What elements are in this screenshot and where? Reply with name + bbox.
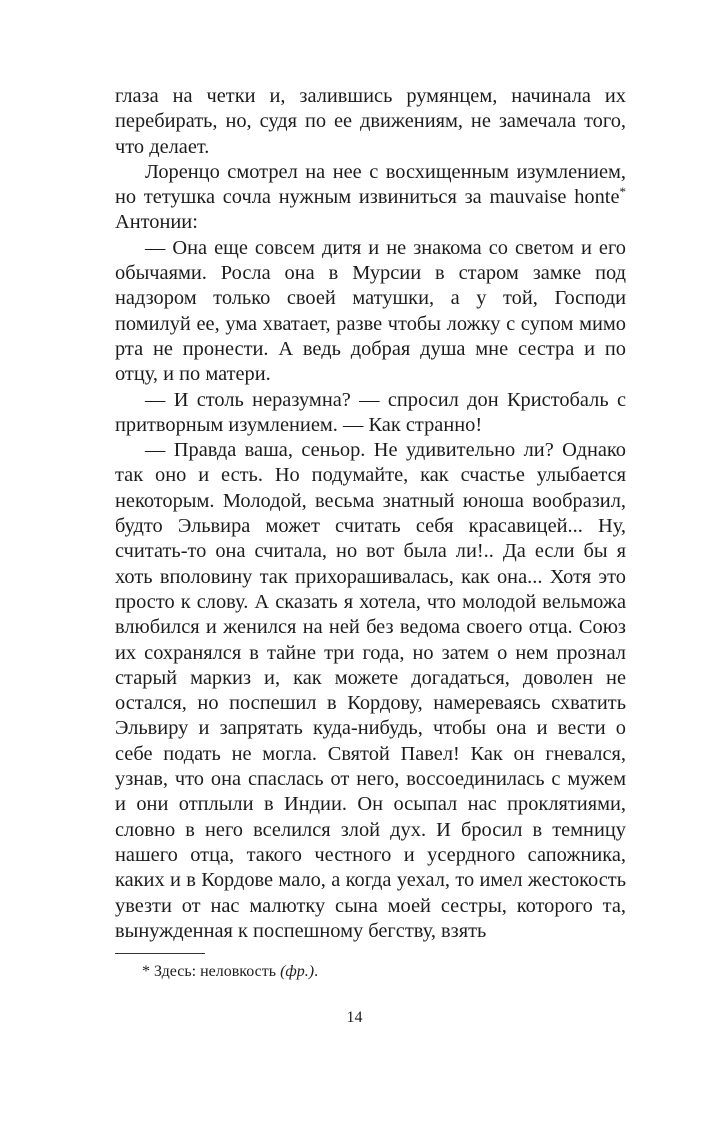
paragraph-3: — Она еще совсем дитя и не знакома со светом и его обычаями. Росла она в Мурсии в старом замке под надзором только своей матушки, а у той, Господи помилуй ее, ума хватает, разве чтобы ложку с супом мимо рта не пронести. А ведь добрая душа мне сестра и по отцу, и по матери. xyxy=(115,236,626,386)
paragraph-4: — И столь неразумна? — спросил дон Кристобаль с притворным изумлением. — Как странно! xyxy=(115,388,626,436)
footnote-language: (фр.) xyxy=(280,963,315,980)
paragraph-1: глаза на четки и, залившись румянцем, начинала их перебирать, но, судя по ее движениям, не замечала того, что делает. xyxy=(115,85,626,158)
page-number: 14 xyxy=(346,1009,363,1026)
footnote-text: Здесь: неловкость xyxy=(150,963,281,980)
paragraph-5: — Правда ваша, сеньор. Не удивительно ли? Однако так оно и есть. Но подумайте, как счастье улыбается некоторым. Молодой, весьма знатный юноша вообразил, будто Эльвира может считать себя красавицей... Ну, считать-то она считала, но вот была ли!.. Да если бы я хоть вполовину так прихорашивалась, как она... Хотя это просто к слову. А сказать я хотела, что молодой вельможа влюбился и женился на ней без ведома своего отца. Союз их сохранялся в тайне три года, но затем о нем прознал старый маркиз и, как можете догадаться, доволен не остался, но поспешил в Кордову, намереваясь схватить Эльвиру и запрятать куда-нибудь, чтобы она и вести о себе подать не могла. Святой Павел! Как он гневался, узнав, что она спаслась от него, воссоединилась с мужем и они отплыли в Индии. Он осыпал нас проклятиями, словно в него вселился злой дух. И бросил в темницу нашего отца, такого честного и усердного сапожника, каких и в Кордове мало, а когда уехал, то имел жестокость увезти от нас малютку сына моей сестры, которого та, вынужденная к поспешному бегству, взять xyxy=(115,439,626,942)
footnote-reference: * xyxy=(619,184,626,200)
paragraph-2-text-end: Антонии: xyxy=(115,211,198,234)
paragraph-2 xyxy=(115,160,626,236)
paragraph-2-text: Лоренцо смотрел на нее с восхищенным изумлением, но тетушка сочла нужным извиниться за mauvaise honte xyxy=(115,160,626,209)
footnote-divider xyxy=(115,953,205,954)
page-text xyxy=(115,84,626,944)
footnote-end: . xyxy=(314,963,319,980)
footnote xyxy=(142,962,318,982)
footnote-mark: * xyxy=(142,963,150,980)
